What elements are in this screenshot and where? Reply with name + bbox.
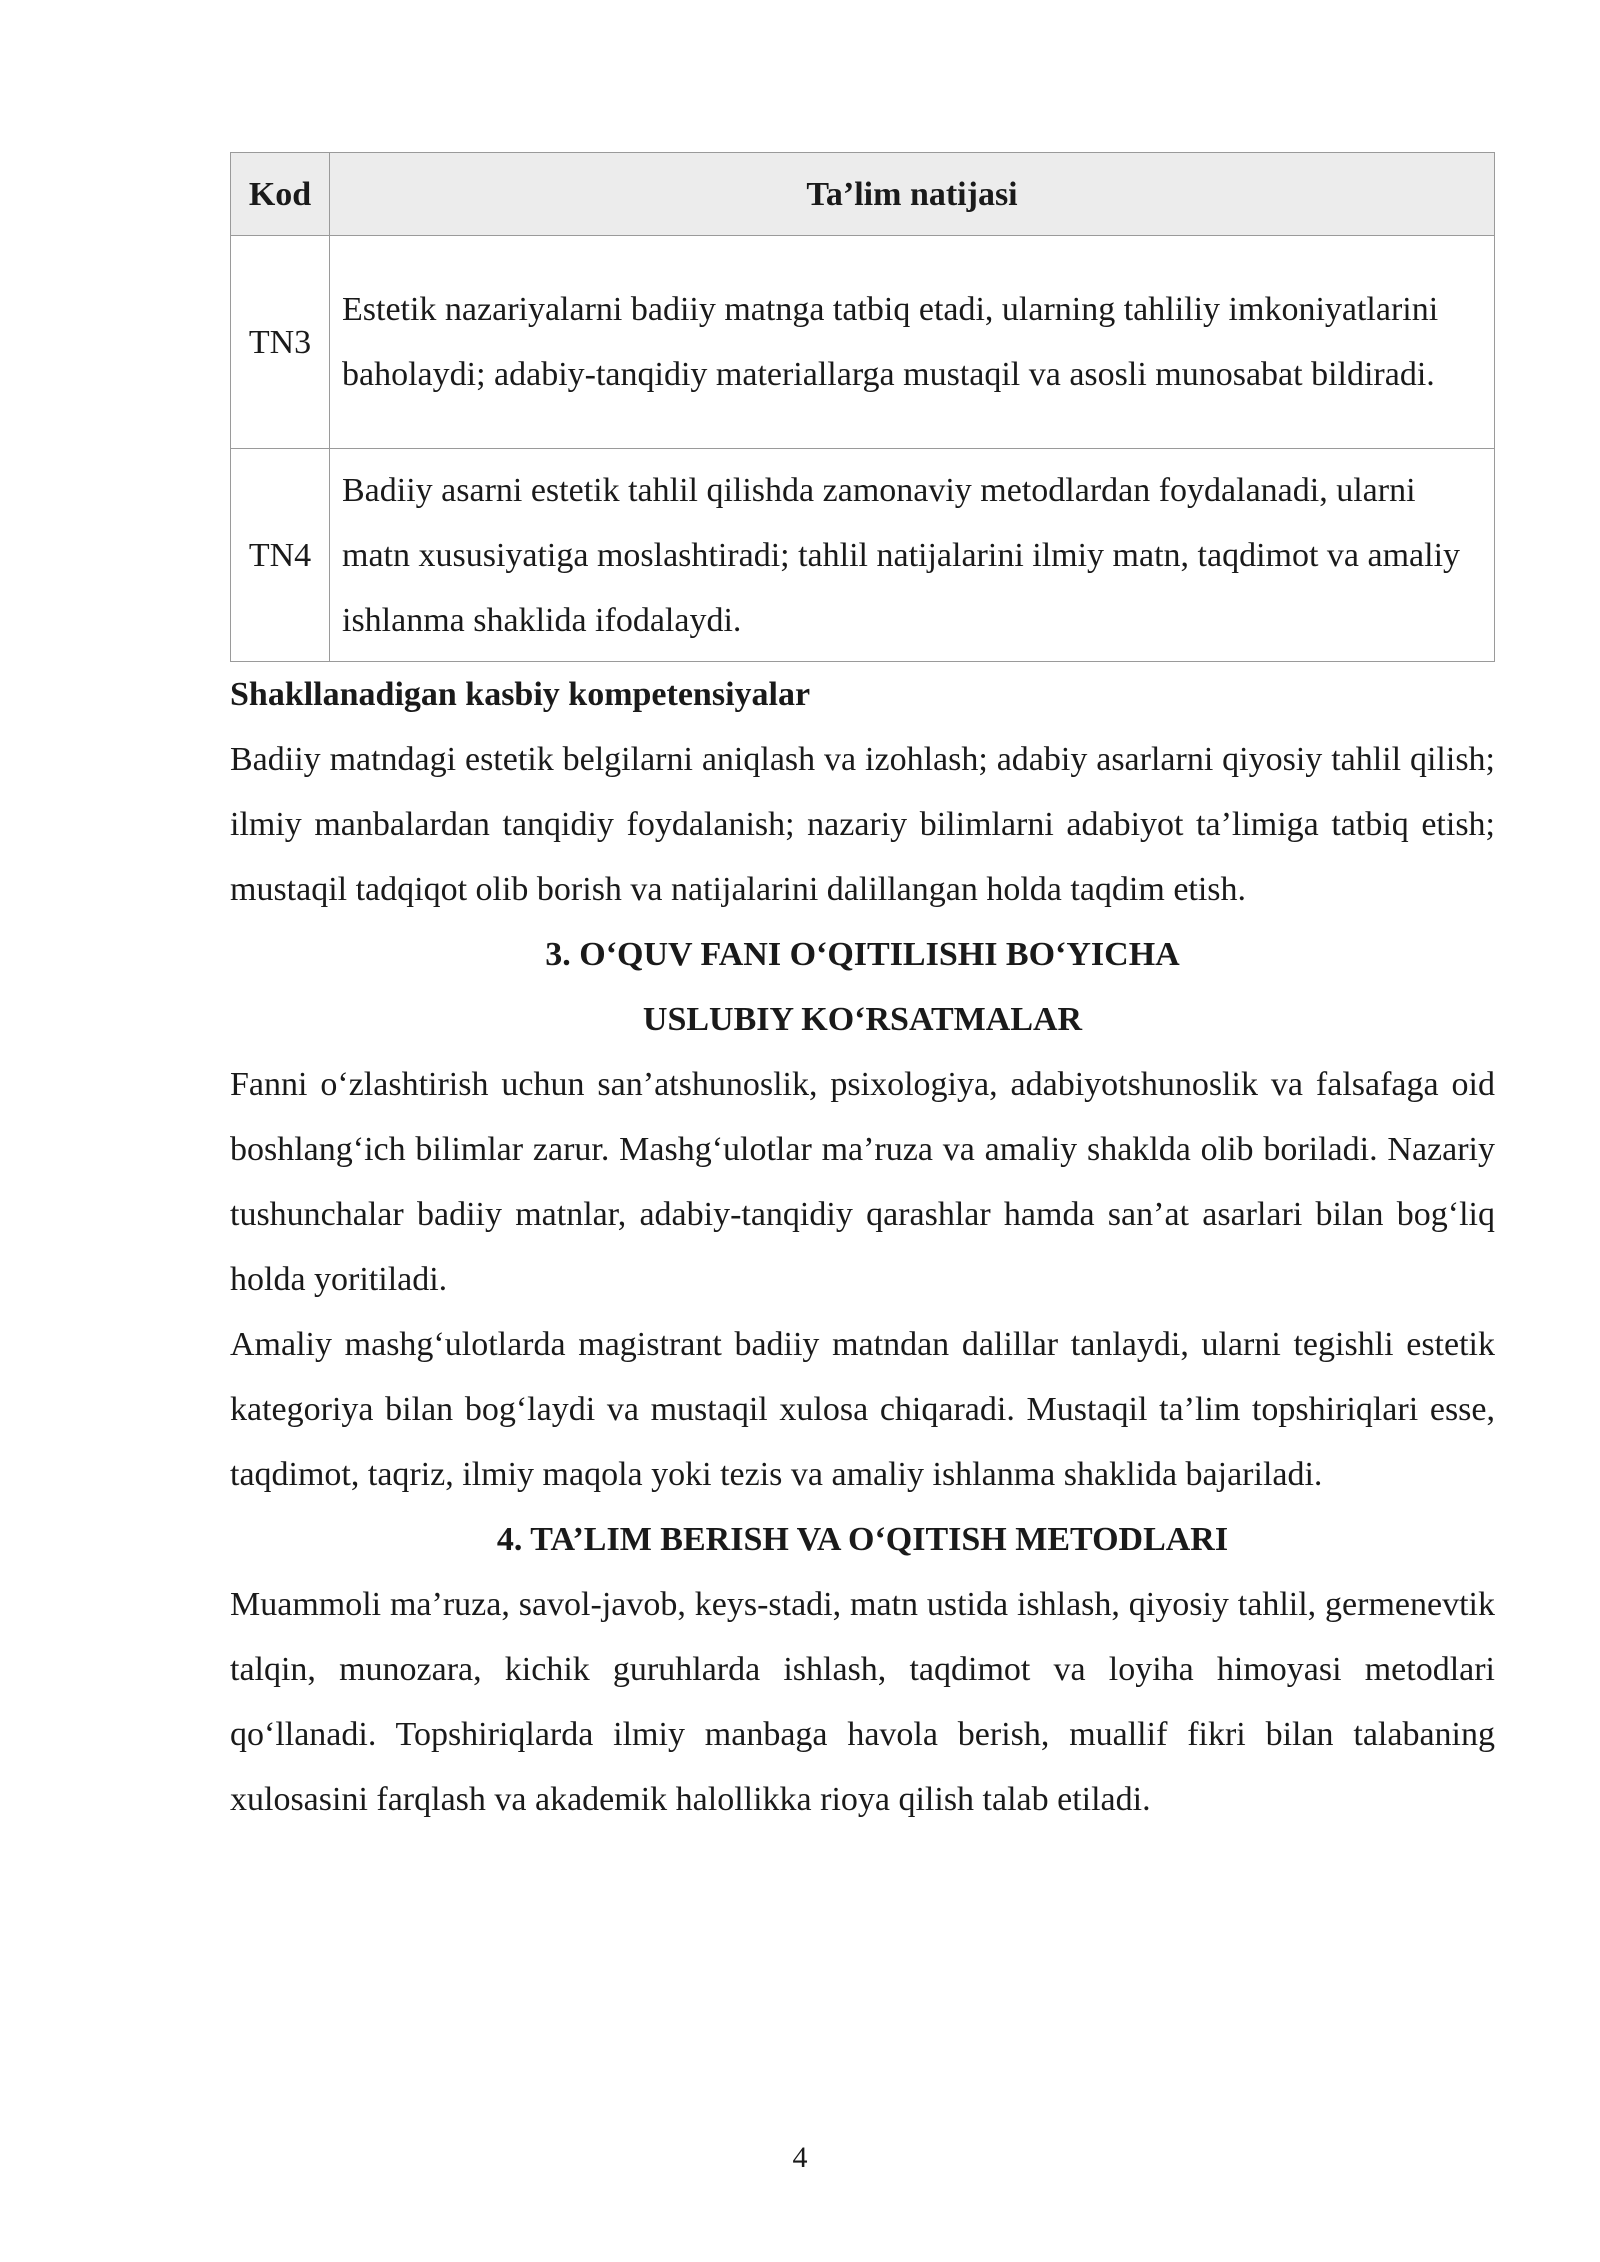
section-3-heading-line-2: USLUBIY KO‘RSATMALAR	[642, 1001, 1083, 1038]
outcome-text: Estetik nazariyalarni badiiy matnga tatbiq etadi, ularning tahliliy imkoniyatlarini baholaydi; adabiy-tanqidiy materiallarga mustaqil va asosli munosabat bildiradi.	[330, 236, 1495, 449]
learning-outcomes-table	[230, 152, 1495, 662]
header-code: Kod	[231, 153, 330, 236]
table-row	[231, 449, 1495, 662]
outcome-text: Badiiy asarni estetik tahlil qilishda zamonaviy metodlardan foydalanadi, ularni matn xususiyatiga moslashtiradi; tahlil natijalarini ilmiy matn, taqdimot va amaliy ishlanma shaklida ifodalaydi.	[330, 449, 1495, 662]
header-learning-outcome: Ta’lim natijasi	[330, 153, 1495, 236]
section-3-paragraph-2: Amaliy mashg‘ulotlarda magistrant badiiy matndan dalillar tanlaydi, ularni tegishli estetik kategoriya bilan bog‘laydi va mustaqil xulosa chiqaradi. Mustaqil ta’lim topshiriqlari esse, taqdimot, taqriz, ilmiy maqola yoki tezis va amaliy ishlanma shaklida bajariladi.	[230, 1326, 1495, 1493]
page-content	[230, 152, 1495, 1832]
section-3-heading-line-1: 3. O‘QUV FANI O‘QITILISHI BO‘YICHA	[545, 936, 1180, 973]
page-number: 4	[792, 2141, 808, 2174]
outcome-code: TN3	[231, 236, 330, 449]
section-3-paragraph-1: Fanni o‘zlashtirish uchun san’atshunoslik, psixologiya, adabiyotshunoslik va falsafaga oid boshlang‘ich bilimlar zarur. Mashg‘ulotlar ma’ruza va amaliy shaklda olib boriladi. Nazariy tushunchalar badiiy matnlar, adabiy-tanqidiy qarashlar hamda san’at asarlari bilan bog‘liq holda yoritiladi.	[230, 1066, 1495, 1298]
section-4-paragraph: Muammoli ma’ruza, savol-javob, keys-stadi, matn ustida ishlash, qiyosiy tahlil, germenevtik talqin, munozara, kichik guruhlarda ishlash, taqdimot va loyiha himoyasi metodlari qo‘llanadi. Topshiriqlarda ilmiy manbaga havola berish, muallif fikri bilan talabaning xulosasini farqlash va akademik halollikka rioya qilish talab etiladi.	[230, 1586, 1495, 1818]
outcome-code: TN4	[231, 449, 330, 662]
table-row	[231, 236, 1495, 449]
section-4-heading: 4. TA’LIM BERISH VA O‘QITISH METODLARI	[496, 1521, 1229, 1558]
competencies-heading: Shakllanadigan kasbiy kompetensiyalar	[230, 676, 811, 713]
competencies-paragraph: Badiiy matndagi estetik belgilarni aniqlash va izohlash; adabiy asarlarni qiyosiy tahlil qilish; ilmiy manbalardan tanqidiy foydalanish; nazariy bilimlarni adabiyot ta’limiga tatbiq etish; mustaqil tadqiqot olib borish va natijalarini dalillangan holda taqdim etish.	[230, 741, 1495, 908]
table-header-row	[231, 153, 1495, 236]
